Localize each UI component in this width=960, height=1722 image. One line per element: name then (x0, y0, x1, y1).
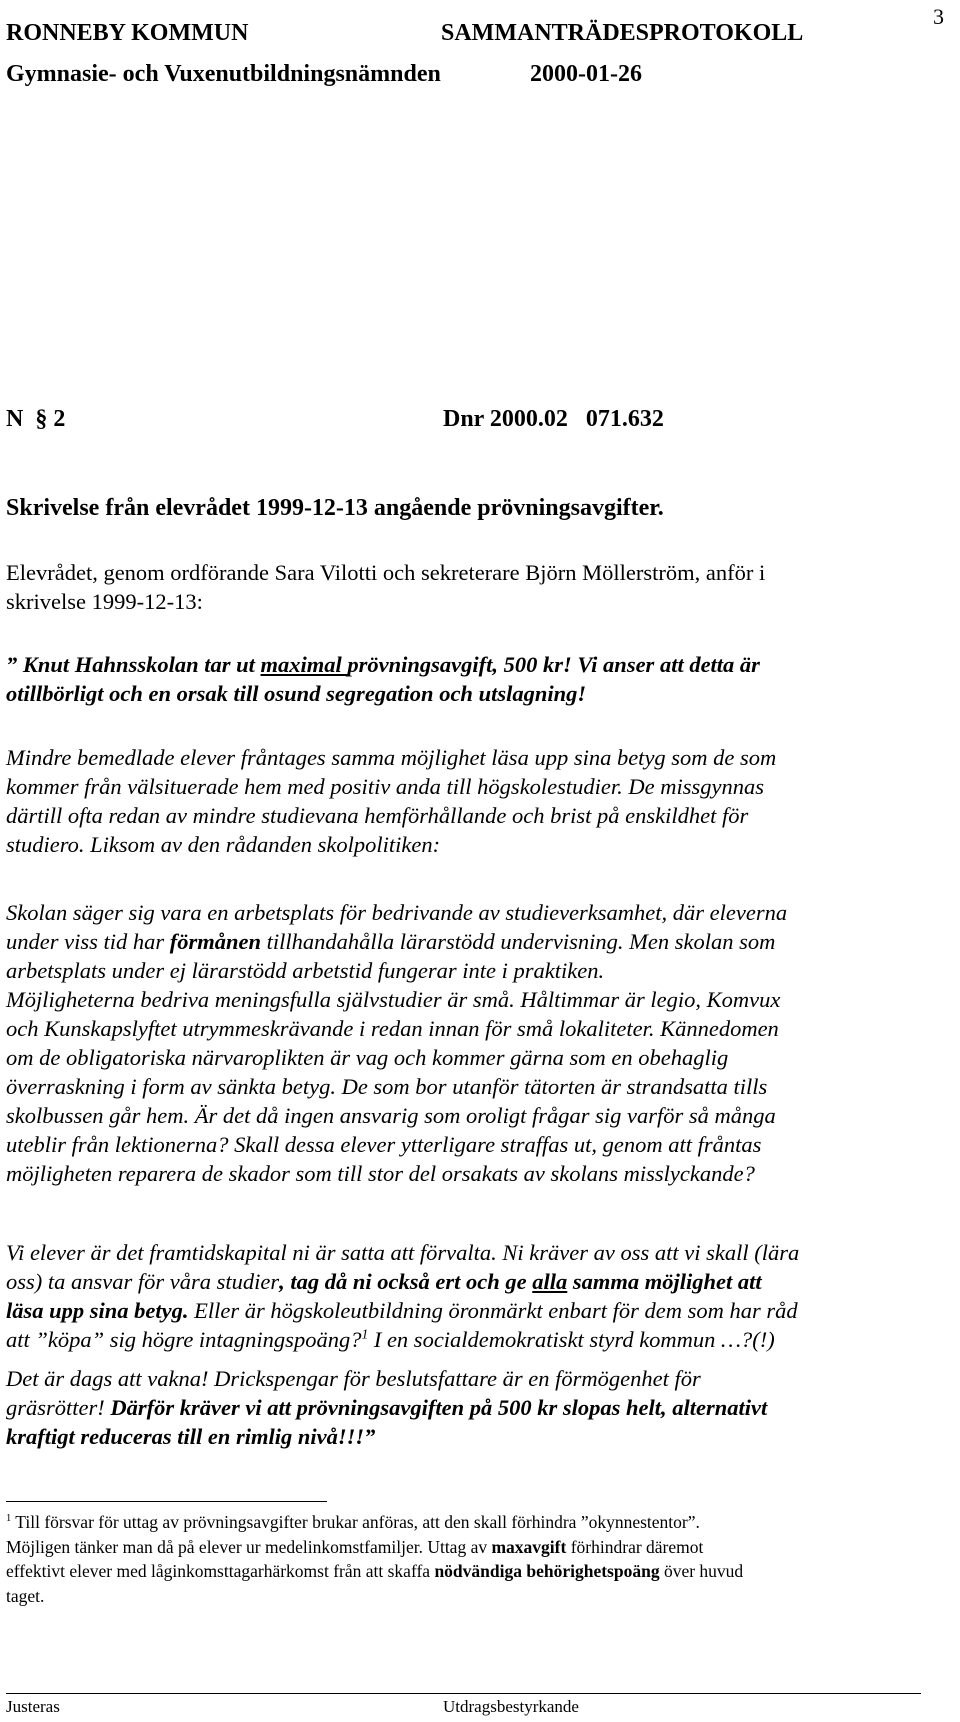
paragraph-line: skolbussen går hem. Är det då ingen ansvarig som oroligt frågar sig varför så många (6, 1103, 776, 1128)
paragraph-1 (6, 743, 956, 859)
paragraph-3 (6, 1238, 956, 1354)
footnote-text: Till försvar för uttag av prövningsavgifter brukar anföras, att den skall förhindra ”okynnestentor”. (11, 1512, 700, 1532)
paragraph-line (6, 927, 956, 956)
footnote-separator (6, 1501, 327, 1502)
intro-line: Elevrådet, genom ordförande Sara Vilotti och sekreterare Björn Möllerström, anför i (6, 560, 766, 585)
paragraph-text: oss) ta ansvar för våra studier (6, 1269, 280, 1294)
paragraph-line: därtill ofta redan av mindre studievana hemförhållande och brist på enskildhet för (6, 803, 749, 828)
bold-term: maxavgift (491, 1536, 567, 1557)
paragraph-line: Det är dags att vakna! Drickspengar för beslutsfattare är en förmögenhet för (6, 1366, 701, 1391)
quote-underlined: maximal (260, 652, 348, 677)
paragraph-line: möjligheten reparera de skador som till stor del orsakats av skolans misslyckande? (6, 1161, 755, 1186)
open-quote: ” (6, 652, 18, 677)
paragraph-line: Vi elever är det framtidskapital ni är satta att förvalta. Ni kräver av oss att vi skall (lära (6, 1240, 800, 1265)
paragraph-line: om de obligatoriska närvaroplikten är vag och kommer gärna som en obehaglig (6, 1045, 729, 1070)
paragraph-line: och Kunskapslyftet utrymmeskrävande i redan innan för små lokaliteter. Kännedomen (6, 1016, 779, 1041)
paragraph-text: Eller är högskoleutbildning öronmärkt enbart för dem som har råd (188, 1298, 798, 1323)
footnote-text: effektivt elever med låginkomsttagarhärkomst från att skaffa (6, 1561, 435, 1581)
paragraph-4 (6, 1364, 956, 1451)
footnote-line: taget. (6, 1585, 45, 1606)
org-name: RONNEBY KOMMUN (6, 20, 249, 46)
paragraph-line: Möjligheterna bedriva meningsfulla självstudier är små. Håltimmar är legio, Komvux (6, 987, 781, 1012)
paragraph-line (6, 1393, 956, 1422)
intro-paragraph (6, 558, 956, 616)
bold-term: förmånen (169, 929, 262, 954)
paragraph-line: överraskning i form av sänkta betyg. De som bor utanför tätorten är strandsatta tills (6, 1074, 768, 1099)
paragraph-text: gräsrötter! (6, 1395, 111, 1420)
underlined-word: alla (532, 1269, 568, 1294)
intro-line: skrivelse 1999-12-13: (6, 589, 203, 614)
footnote-line (6, 1510, 956, 1535)
footnote-line (6, 1535, 956, 1560)
footer-utdrag: Utdragsbestyrkande (443, 1697, 579, 1716)
paragraph-text: att ”köpa” sig högre intagningspoäng? (6, 1327, 362, 1352)
bold-text (279, 1269, 762, 1294)
item-title: Skrivelse från elevrådet 1999-12-13 angående prövningsavgifter. (6, 495, 664, 521)
paragraph-text: tillhandahålla lärarstödd undervisning. Men skolan som (261, 929, 776, 954)
paragraph-line: studiero. Liksom av den rådanden skolpolitiken: (6, 832, 441, 857)
paragraph-2 (6, 898, 956, 1188)
paragraph-line: arbetsplats under ej lärarstödd arbetstid fungerar inte i praktiken. (6, 958, 605, 983)
doc-type: SAMMANTRÄDESPROTOKOLL (441, 20, 804, 46)
bold-text: läsa upp sina betyg. (6, 1298, 189, 1323)
footnote-text: förhindrar däremot (566, 1536, 704, 1557)
bold-text: Därför kräver vi att prövningsavgiften på 500 kr slopas helt, alternativt (110, 1395, 768, 1420)
page-number: 3 (933, 4, 944, 29)
footnote (6, 1510, 956, 1608)
committee-name: Gymnasie- och Vuxenutbildningsnämnden (6, 61, 441, 87)
paragraph-line: kraftigt reduceras till en rimlig nivå!!!” (6, 1424, 376, 1449)
footer-justeras: Justeras (6, 1697, 60, 1716)
footer-rule (6, 1693, 921, 1694)
section-sign: § (35, 406, 48, 432)
paragraph-line: Mindre bemedlade elever fråntages samma möjlighet läsa upp sina betyg som de som (6, 745, 777, 770)
quote-text: prövningsavgift, 500 kr! Vi anser att detta är (347, 652, 760, 677)
footnote-ref: 1 (361, 1326, 369, 1342)
footnote-text: över huvud (659, 1561, 744, 1581)
paragraph-line (6, 1267, 956, 1296)
paragraph-line: Skolan säger sig vara en arbetsplats för bedrivande av studieverksamhet, där eleverna (6, 900, 788, 925)
quote-line: otillbörligt och en orsak till osund segregation och utslagning! (6, 681, 587, 706)
footnote-line (6, 1559, 956, 1584)
bold-segment: , tag då ni också ert och ge (279, 1269, 533, 1294)
paragraph-prefix: N (6, 406, 24, 432)
footnote-text: Möjligen tänker man då på elever ur medelinkomstfamiljer. Uttag av (6, 1536, 492, 1557)
paragraph-line (6, 1325, 956, 1354)
paragraph-text: I en socialdemokratiskt styrd kommun …?(!) (368, 1327, 775, 1352)
paragraph-line: kommer från välsituerade hem med positiv anda till högskolestudier. De missgynnas (6, 774, 765, 799)
quote-line (6, 650, 956, 679)
quote-text: Knut Hahnsskolan tar ut (22, 652, 261, 677)
bold-segment: samma möjlighet att (567, 1269, 762, 1294)
bold-term: nödvändiga behörighetspoäng (434, 1561, 660, 1581)
quote-paragraph (6, 650, 956, 708)
meeting-date: 2000-01-26 (530, 61, 642, 87)
paragraph-line: uteblir från lektionerna? Skall dessa elever ytterligare straffas ut, genom att fråntas (6, 1132, 762, 1157)
dnr-reference: Dnr 2000.02 071.632 (443, 406, 664, 432)
paragraph-number: 2 (53, 406, 66, 432)
paragraph-label (6, 406, 65, 433)
paragraph-text: under viss tid har (6, 929, 170, 954)
footnote-number: 1 (6, 1513, 12, 1525)
paragraph-line (6, 1296, 956, 1325)
